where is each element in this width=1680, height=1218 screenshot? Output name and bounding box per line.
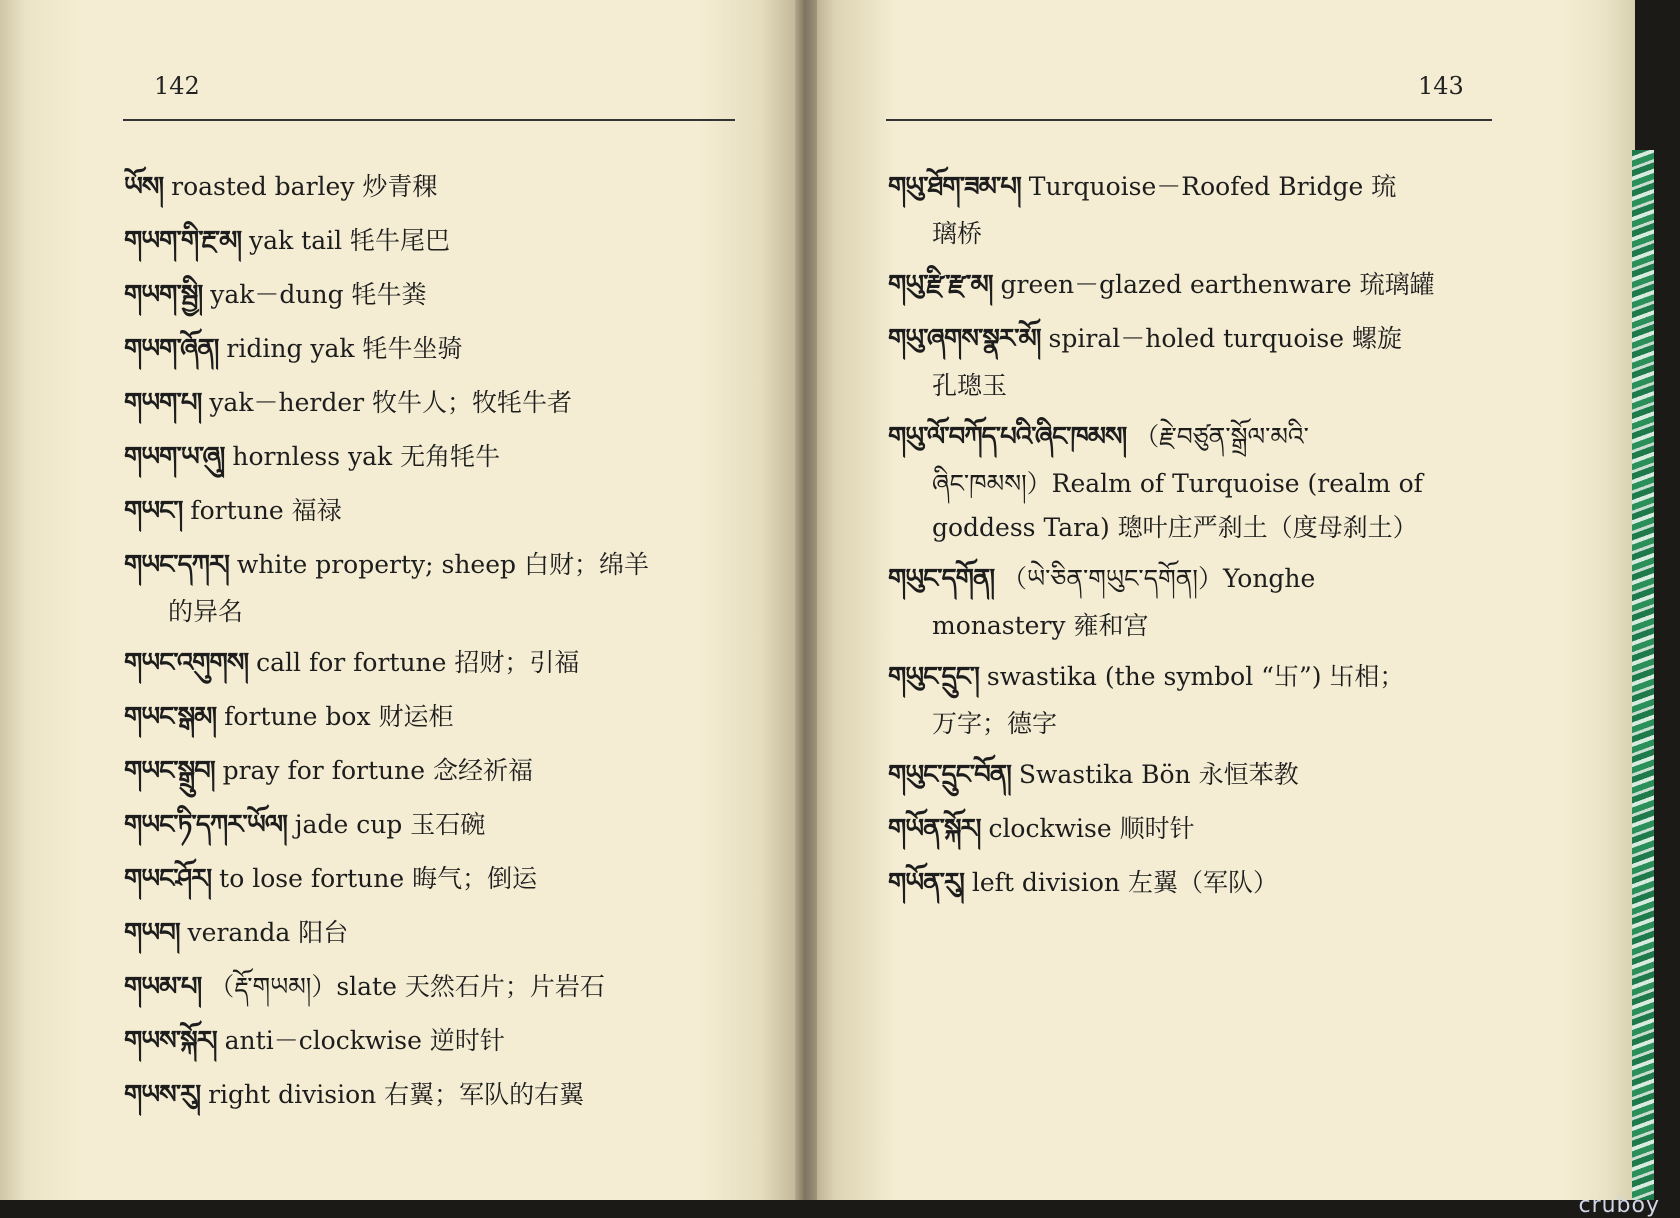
left-header-rule — [123, 119, 735, 121]
entry-definition: fortune box 财运柜 — [224, 702, 454, 731]
entry-definition: roasted barley 炒青稞 — [171, 172, 438, 201]
tibetan-headword: གཡབ། — [124, 918, 180, 948]
entry-continuation: monastery 雍和宫 — [932, 611, 1149, 640]
tibetan-headword: གཡོན་རུ། — [888, 868, 964, 898]
entry-continuation: 万字；德字 — [932, 709, 1058, 738]
dictionary-entry — [888, 552, 1498, 650]
entry-definition: pray for fortune 念经祈福 — [222, 756, 533, 785]
dictionary-entry — [124, 1014, 744, 1068]
tibetan-headword: གཡས་སྐོར། — [124, 1026, 217, 1056]
dictionary-entry — [124, 214, 744, 268]
entry-definition: white property; sheep 白财；绵羊 — [236, 550, 649, 579]
entry-continuation: 璃桥 — [932, 219, 983, 248]
dictionary-entry — [124, 744, 744, 798]
entry-definition: riding yak 牦牛坐骑 — [226, 334, 463, 363]
dictionary-entry — [124, 376, 744, 430]
entry-definition: （རྗེ་བཙུན་སྒྲོལ་མའི་ — [1134, 422, 1309, 451]
tibetan-headword: གཡུ་ཐོག་ཟམ་པ། — [888, 172, 1021, 202]
tibetan-headword: གཡང་ཏི་དཀར་ཡོལ། — [124, 810, 287, 840]
tibetan-headword: གཡག་ཡ་ཞུ། — [124, 442, 225, 472]
entry-definition: fortune 福禄 — [190, 496, 342, 525]
entry-definition: anti－clockwise 逆时针 — [224, 1026, 505, 1055]
tibetan-headword: གཡག་སྦྱི། — [124, 280, 203, 310]
tibetan-headword: གཡུང་དྲུང་། — [888, 662, 979, 692]
tibetan-headword: གཡམ་པ། — [124, 972, 202, 1002]
entry-definition: green－glazed earthenware 琉璃罐 — [1000, 270, 1435, 299]
dictionary-entry — [124, 538, 744, 636]
dictionary-entry — [888, 410, 1498, 508]
dictionary-entry — [124, 1068, 744, 1122]
book-gutter — [795, 0, 817, 1200]
dictionary-entry — [888, 802, 1498, 856]
dictionary-entry — [888, 160, 1498, 258]
tibetan-headword: གཡུ་ཞགས་སྣར་མོ། — [888, 324, 1041, 354]
dictionary-entry — [124, 636, 744, 690]
entry-definition: Swastika Bön 永恒苯教 — [1018, 760, 1299, 789]
entry-definition: hornless yak 无角牦牛 — [232, 442, 501, 471]
right-entries-list — [888, 160, 1498, 910]
dictionary-entry — [888, 856, 1498, 910]
tibetan-headword: གཡས་རུ། — [124, 1080, 201, 1110]
dictionary-entry — [888, 312, 1498, 410]
watermark: cruboy — [1578, 1193, 1660, 1218]
entry-definition: （ཡེ་ཅིན་གཡུང་དགོན།）Yonghe — [1002, 564, 1316, 593]
tibetan-headword: གཡག་པ། — [124, 388, 202, 418]
entry-definition: veranda 阳台 — [187, 918, 349, 947]
dictionary-entry — [124, 268, 744, 322]
dictionary-entry — [124, 484, 744, 538]
dictionary-entry — [124, 852, 744, 906]
dictionary-entry — [888, 748, 1498, 802]
tibetan-headword: གཡང་སྒྲུབ། — [124, 756, 215, 786]
entry-definition: to lose fortune 晦气；倒运 — [219, 864, 538, 893]
dictionary-entry — [888, 258, 1498, 312]
entry-definition: yak－herder 牧牛人；牧牦牛者 — [209, 388, 573, 417]
entry-continuation: 孔璁玉 — [932, 371, 1008, 400]
entry-definition: clockwise 顺时针 — [988, 814, 1195, 843]
tibetan-headword: གཡང་འགུགས། — [124, 648, 249, 678]
dictionary-entry — [124, 160, 744, 214]
tibetan-headword: ཡོས། — [124, 172, 164, 202]
tibetan-headword: གཡང་། — [124, 496, 183, 526]
entry-definition: spiral－holed turquoise 螺旋 — [1048, 324, 1402, 353]
dictionary-entry — [124, 798, 744, 852]
entry-definition: call for fortune 招财；引福 — [256, 648, 580, 677]
dictionary-entry — [124, 430, 744, 484]
entry-continuation: goddess Tara) 璁叶庄严刹土（度母刹土） — [932, 513, 1418, 542]
tibetan-headword: གཡོན་སྐོར། — [888, 814, 981, 844]
entry-definition: Turquoise－Roofed Bridge 琉 — [1028, 172, 1397, 201]
right-header-rule — [886, 119, 1492, 121]
dictionary-entry — [888, 504, 1498, 552]
entry-continuation: ཞིང་ཁམས།）Realm of Turquoise (realm of — [932, 469, 1423, 498]
left-entries-list — [124, 160, 744, 1122]
entry-definition: jade cup 玉石碗 — [294, 810, 486, 839]
entry-definition: left division 左翼（军队） — [971, 868, 1278, 897]
tibetan-headword: གཡུ་རྫི་རྫ་མ། — [888, 270, 993, 300]
tibetan-headword: གཡང་སྒམ། — [124, 702, 217, 732]
tibetan-headword: གཡུང་དྲུང་བོན། — [888, 760, 1011, 790]
dictionary-entry — [888, 650, 1498, 748]
entry-continuation: 的异名 — [168, 597, 244, 626]
dictionary-entry — [124, 906, 744, 960]
tibetan-headword: གཡང་ཤོར། — [124, 864, 212, 894]
tibetan-headword: གཡག་གི་རྔ་མ། — [124, 226, 242, 256]
dictionary-entry — [124, 960, 744, 1014]
entry-definition: swastika (the symbol “卐”) 卐相； — [986, 662, 1405, 691]
entry-definition: yak tail 牦牛尾巴 — [249, 226, 451, 255]
dictionary-entry — [124, 322, 744, 376]
dictionary-entry — [124, 690, 744, 744]
book-edge — [1632, 150, 1654, 1200]
tibetan-headword: གཡག་ཞོན། — [124, 334, 219, 364]
left-page-number: 142 — [154, 72, 200, 100]
tibetan-headword: གཡུང་དགོན། — [888, 564, 995, 594]
entry-definition: yak－dung 牦牛粪 — [210, 280, 427, 309]
entry-definition: （རྡོ་གཡམ།）slate 天然石片；片岩石 — [209, 972, 605, 1001]
right-page-number: 143 — [1418, 72, 1464, 100]
tibetan-headword: གཡང་དཀར། — [124, 550, 229, 580]
entry-definition: right division 右翼；军队的右翼 — [208, 1080, 585, 1109]
tibetan-headword: གཡུ་ལོ་བཀོད་པའི་ཞིང་ཁམས། — [888, 422, 1127, 452]
